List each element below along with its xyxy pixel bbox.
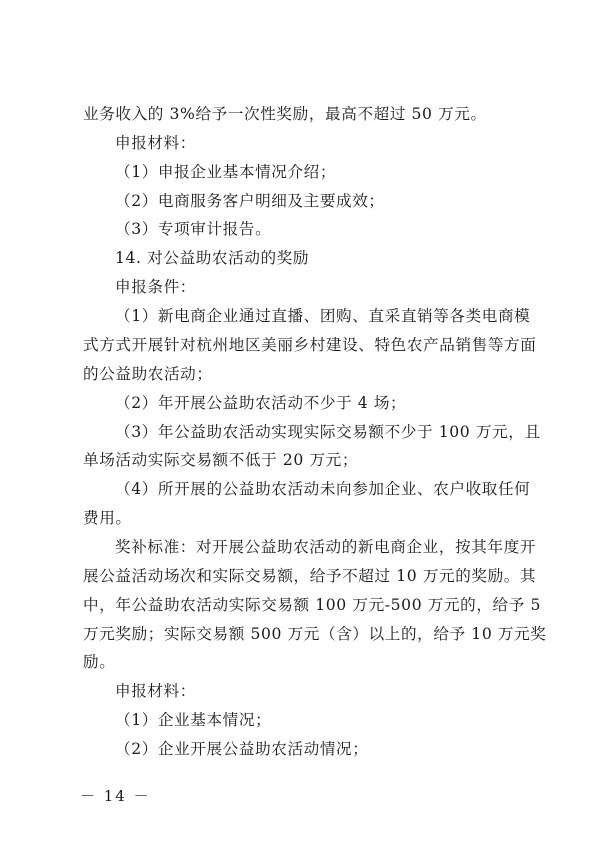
paragraph-line: 中，年公益助农活动实际交易额 100 万元-500 万元的，给予 5 bbox=[83, 596, 542, 614]
list-item: （3）专项审计报告。 bbox=[115, 220, 272, 238]
section-heading: 申报材料： bbox=[115, 682, 196, 700]
paragraph-line: 业务收入的 3%给予一次性奖励，最高不超过 50 万元。 bbox=[83, 105, 487, 123]
paragraph-line: 的公益助农活动； bbox=[83, 365, 213, 383]
paragraph-line: 励。 bbox=[83, 653, 116, 671]
list-item: （2）年开展公益助农活动不少于 4 场； bbox=[115, 394, 407, 412]
paragraph-line: 奖补标准：对开展公益助农活动的新电商企业，按其年度开 bbox=[115, 538, 537, 556]
list-item: （2）企业开展公益助农活动情况； bbox=[115, 740, 369, 758]
list-item: （4）所开展的公益助农活动未向参加企业、农户收取任何 bbox=[115, 480, 531, 498]
section-title: 14. 对公益助农活动的奖励 bbox=[115, 249, 310, 267]
section-heading: 申报条件： bbox=[115, 278, 196, 296]
paragraph-line: 式方式开展针对杭州地区美丽乡村建设、特色农产品销售等方面 bbox=[83, 336, 537, 354]
paragraph-line: 展公益活动场次和实际交易额，给予不超过 10 万元的奖励。其 bbox=[83, 567, 537, 585]
list-item: （1）新电商企业通过直播、团购、直采直销等各类电商模 bbox=[115, 307, 531, 325]
list-item: （3）年公益助农活动实现实际交易额不少于 100 万元，且 bbox=[115, 423, 541, 441]
section-heading: 申报材料： bbox=[115, 134, 196, 152]
list-item: （1）企业基本情况； bbox=[115, 711, 272, 729]
paragraph-line: 万元奖励；实际交易额 500 万元（含）以上的，给予 10 万元奖 bbox=[83, 625, 547, 643]
paragraph-line: 单场活动实际交易额不低于 20 万元； bbox=[83, 451, 359, 469]
list-item: （1）申报企业基本情况介绍； bbox=[115, 163, 337, 181]
page-number: － 14 － bbox=[80, 787, 151, 805]
list-item: （2）电商服务客户明细及主要成效； bbox=[115, 192, 385, 210]
paragraph-line: 费用。 bbox=[83, 509, 132, 527]
